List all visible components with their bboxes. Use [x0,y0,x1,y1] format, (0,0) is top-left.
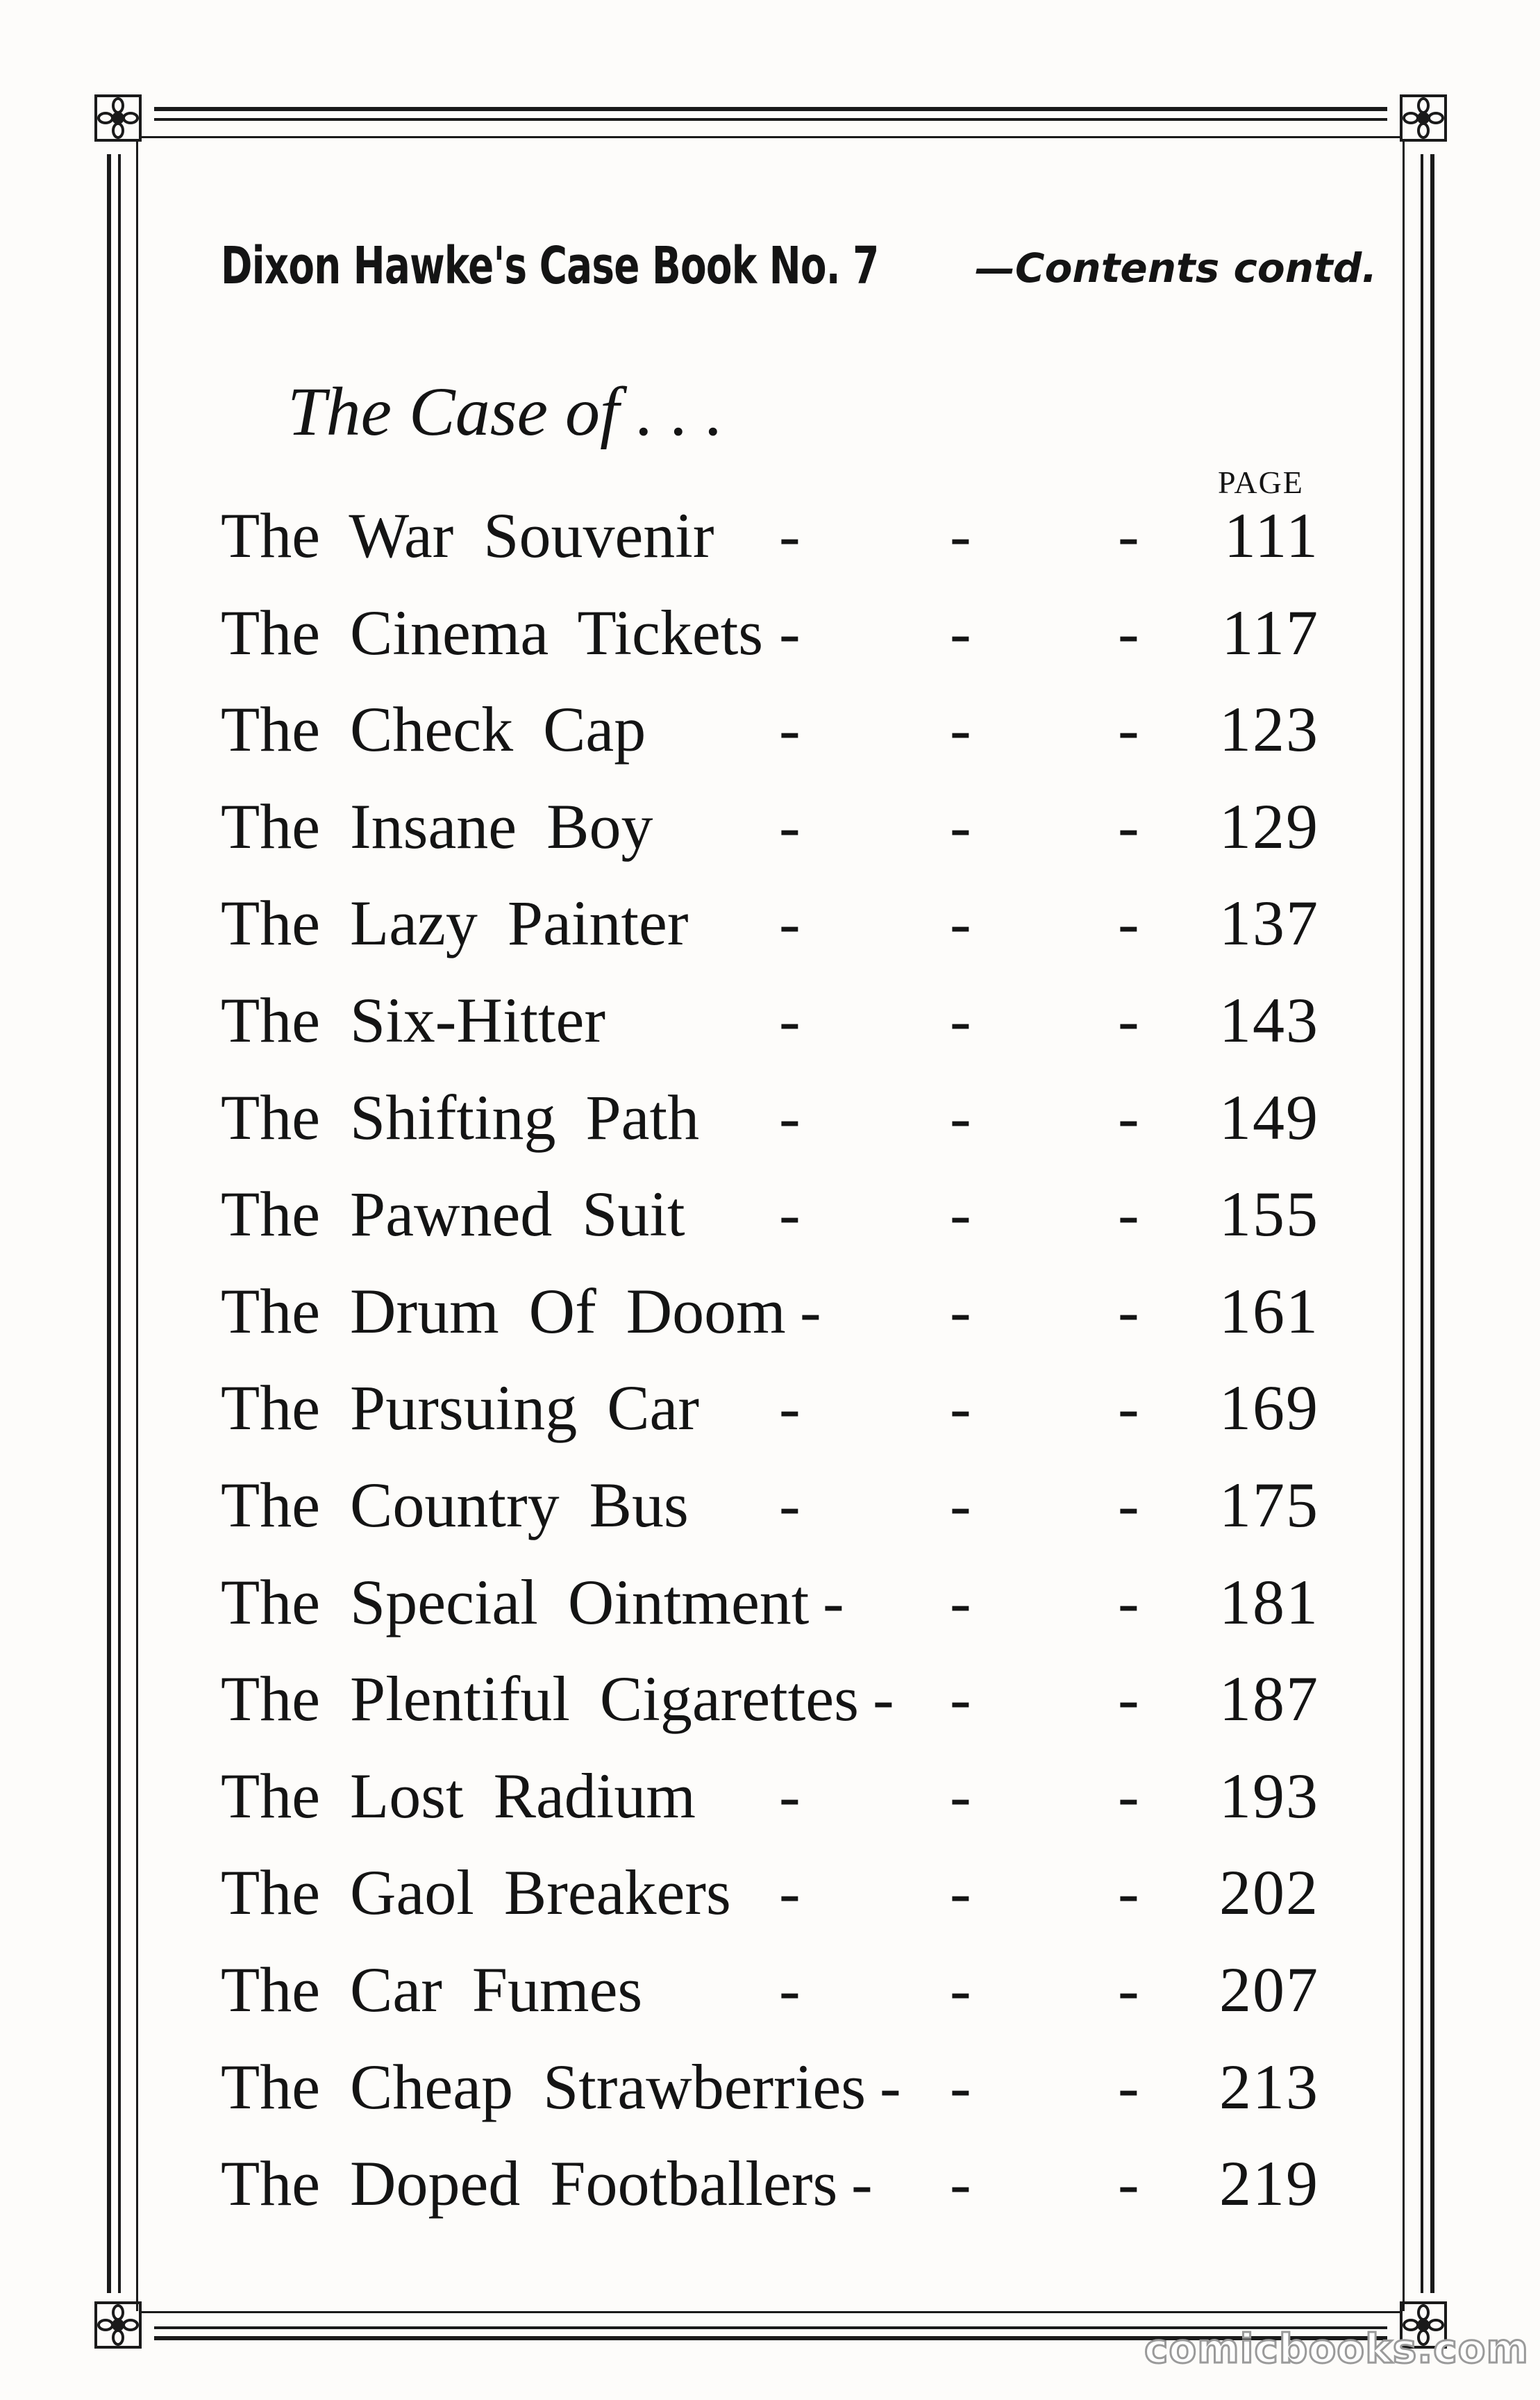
leader-dash: - [1118,1857,1139,1928]
leader-dash: - [950,888,971,958]
entry-page-number: 193 [1219,1760,1319,1831]
leader-dash: - [950,1663,971,1734]
leader-dash: - [1118,1663,1139,1734]
corner-ornament-icon [93,93,143,143]
entry-page-number: 149 [1219,1082,1319,1153]
contents-entry [221,2147,1319,2230]
entry-page-number: 213 [1219,2051,1319,2122]
contents-entry [221,1177,1319,1260]
leader-dash: - [880,2051,901,2122]
entry-page-number: 129 [1219,791,1319,862]
leader-dash: - [950,2148,971,2219]
leader-dash: - [779,1372,801,1443]
leader-dash: - [950,1954,971,2025]
entry-title: The Shifting Path [221,1082,700,1153]
leader-dash: - [950,985,971,1056]
entry-page-number: 202 [1219,1857,1319,1928]
leader-dash: - [779,694,801,765]
corner-ornament-icon [1398,93,1448,143]
entry-page-number: 137 [1219,888,1319,958]
entry-page-number: 155 [1219,1178,1319,1249]
leader-dash: - [950,1760,971,1831]
leader-dash: - [1118,500,1139,571]
leader-dash: - [950,1469,971,1540]
leader-dash: - [1118,694,1139,765]
leader-dash: - [779,888,801,958]
border-bottom-inner [140,2311,1401,2313]
leader-dash: - [1118,1954,1139,2025]
page-column-label: PAGE [1218,465,1304,500]
leader-dash: - [950,1178,971,1249]
leader-dash: - [1118,1276,1139,1347]
entry-title: The Cinema Tickets [221,597,764,668]
watermark: comicbooks.com [1144,2325,1529,2372]
leader-dash: - [873,1663,894,1734]
contents-entry [221,1081,1319,1164]
entry-title: The Gaol Breakers [221,1857,731,1928]
leader-dash: - [1118,597,1139,668]
contents-entry [221,983,1319,1067]
leader-dash: - [779,985,801,1056]
border-right-middle [1421,154,1423,2293]
entry-page-number: 207 [1219,1954,1319,2025]
leader-dash: - [1118,1372,1139,1443]
page-subtitle: —Contents contd. [975,244,1378,292]
contents-entry [221,886,1319,969]
contents-entry [221,1371,1319,1454]
entry-page-number: 175 [1219,1469,1319,1540]
entry-page-number: 219 [1219,2148,1319,2219]
leader-dash: - [779,791,801,862]
leader-dash: - [950,1857,971,1928]
leader-dash: - [950,1276,971,1347]
leader-dash: - [1118,985,1139,1056]
leader-dash: - [779,1857,801,1928]
border-left-inner [136,140,138,2311]
leader-dash: - [950,2051,971,2122]
contents-entry [221,790,1319,873]
entry-title: The Six-Hitter [221,985,605,1056]
entry-page-number: 169 [1219,1372,1319,1443]
leader-dash: - [779,1082,801,1153]
entry-page-number: 161 [1219,1276,1319,1347]
entry-title: The Insane Boy [221,791,653,862]
entry-title: The Lazy Painter [221,888,689,958]
leader-dash: - [800,1276,821,1347]
leader-dash: - [1118,1178,1139,1249]
leader-dash: - [950,791,971,862]
leader-dash: - [779,1178,801,1249]
contents-entry [221,1662,1319,1745]
contents-entry [221,1468,1319,1551]
contents-entry [221,692,1319,776]
border-top-inner [140,136,1401,138]
entry-title: The Country Bus [221,1469,689,1540]
entry-title: The Special Ointment [221,1567,810,1638]
contents-entry [221,1565,1319,1649]
entry-title: The Drum Of Doom [221,1276,786,1347]
border-left-middle [118,154,121,2293]
leader-dash: - [779,597,801,668]
contents-entry [221,1274,1319,1358]
page-title: Dixon Hawke's Case Book No. 7 [221,236,879,296]
entry-title: The Pursuing Car [221,1372,700,1443]
entry-title: The Plentiful Cigarettes [221,1663,859,1734]
border-left-outer [107,154,111,2293]
border-right-outer [1430,154,1434,2293]
contents-entry [221,1953,1319,2036]
entry-title: The Cheap Strawberries [221,2051,867,2122]
leader-dash: - [1118,888,1139,958]
leader-dash: - [1118,2051,1139,2122]
entry-title: The Car Fumes [221,1954,643,2025]
leader-dash: - [779,1760,801,1831]
entry-title: The War Souvenir [221,500,714,571]
leader-dash: - [779,1469,801,1540]
leader-dash: - [950,500,971,571]
leader-dash: - [950,1372,971,1443]
entry-page-number: 117 [1221,597,1319,668]
leader-dash: - [1118,1082,1139,1153]
leader-dash: - [1118,2148,1139,2219]
entry-title: The Pawned Suit [221,1178,685,1249]
leader-dash: - [779,500,801,571]
border-top-outer [154,107,1387,111]
contents-entry [221,499,1319,582]
leader-dash: - [950,694,971,765]
leader-dash: - [1118,1760,1139,1831]
contents-entry [221,596,1319,679]
contents-entry [221,1759,1319,1842]
leader-dash: - [1118,1567,1139,1638]
leader-dash: - [950,1082,971,1153]
leader-dash: - [1118,1469,1139,1540]
leader-dash: - [851,2148,873,2219]
section-intro: The Case of . . . [287,373,723,450]
entry-title: The Lost Radium [221,1760,696,1831]
entry-page-number: 123 [1219,694,1319,765]
entry-title: The Doped Footballers [221,2148,838,2219]
corner-ornament-icon [93,2300,143,2350]
leader-dash: - [1118,791,1139,862]
leader-dash: - [950,597,971,668]
leader-dash: - [779,1954,801,2025]
contents-entry [221,1856,1319,1939]
entry-page-number: 143 [1219,985,1319,1056]
leader-dash: - [823,1567,844,1638]
border-top-middle [154,118,1387,121]
border-right-inner [1403,140,1405,2311]
entry-page-number: 111 [1223,500,1319,571]
entry-page-number: 187 [1219,1663,1319,1734]
entry-page-number: 181 [1219,1567,1319,1638]
contents-entry [221,2050,1319,2133]
leader-dash: - [950,1567,971,1638]
entry-title: The Check Cap [221,694,646,765]
